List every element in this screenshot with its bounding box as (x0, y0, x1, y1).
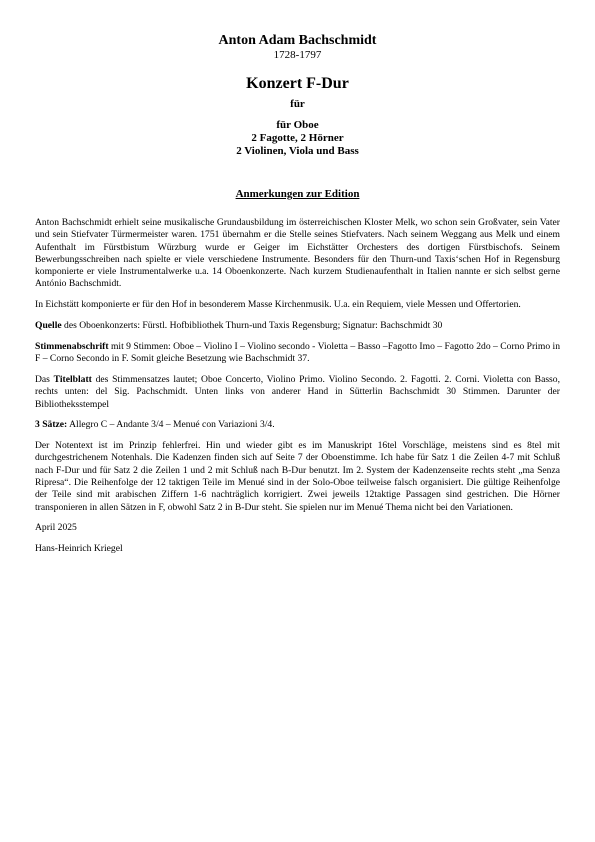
source-text: des Oboenkonzerts: Fürstl. Hofbibliothek Thurn-und Taxis Regensburg; Signatur: Bachschmidt 30 (61, 320, 443, 332)
work-title: Konzert F-Dur (246, 75, 349, 92)
paragraph-parts (35, 341, 560, 366)
paragraph-biography: Anton Bachschmidt erhielt seine musikalische Grundausbildung im österreichischen Kloster Melk, wo schon sein Großvater, sein Vater und sein Stiefvater Türmermeister waren. 1751 übernahm er die Stelle seines Stiefvaters. Nach seinem Weggang aus Melk und einem Aufenthalt im Fürstbistum Würzburg wurde er Geiger im Eichstätter Orchesters des dortigen Fürstbischofs. Seinem Bewerbungsschreiben nach spielte er viele verschiedene Instrumente. Besonders für den Thurn-und Taxis‘schen Hof in Regensburg komponierte er viele Instrumentalwerke u.a. 14 Oboenkonzerte. Nach kurzem Studienaufenthalt in Italien nannte er sich selbst gerne António Bachschmidt. (35, 217, 560, 290)
paragraph-eichstaett: In Eichstätt komponierte er für den Hof in besonderem Masse Kirchenmusik. U.a. ein Requiem, viele Messen und Offertorien. (35, 299, 521, 311)
instrumentation-line: für Oboe (276, 119, 319, 131)
date-line: April 2025 (35, 522, 77, 534)
label-saetze: 3 Sätze: (35, 419, 68, 431)
parts-text: mit 9 Stimmen: Oboe – Violino I – Violino secondo - Violetta – Basso –Fagotto Imo – Fagotto 2do – Corno Primo in F – Corno Secondo in F. Somit gleiche Besetzung wie Bachschmidt 37. (35, 340, 560, 365)
edition-notes (35, 217, 560, 556)
paragraph-notes: Der Notentext ist im Prinzip fehlerfrei. Hin und wieder gibt es im Manuskript 16tel Vorschläge, meistens sind es 8tel mit durchgestrichenem Notenhals. Die Kadenzen finden sich auf Seite 7 der Oboenstimme. Ich habe für Satz 1 die Zeilen 4-7 mit Schluß nach F-Dur und für Satz 2 die Zeilen 1 und 2 mit Schluß nach B-Dur benutzt. Im 2. System der Kadenzenseite rechts steht „ma Senza Ripresa“. Die Reihenfolge der 12 taktigen Teile im Menué sind in der Solo-Oboe teilweise falsch organisiert. Die gültige Reihenfolge der Teile sind mit arabischen Ziffern 1-6 nachträglich korrigiert. Zwei jeweils 12taktige Passagen sind gestrichen. Die Hörner transponieren in allen Sätzen in F, obwohl Satz 2 in B-Dur steht. Sie spielen nur im Menué Thema nicht bei den Variationen. (35, 440, 560, 513)
document-page (35, 30, 560, 564)
instrumentation (35, 119, 560, 158)
instrumentation-line: 2 Fagotte, 2 Hörner (251, 132, 344, 144)
title-page-text: des Stimmensatzes lautet; Oboe Concerto, Violino Primo. Violino Secondo. 2. Fagotti. 2. Corni. Violetta con Basso, rechts unten: del Sig. Pachschmidt. Unten links von anderer Hand in Sütterlin Bachschmidt 30 Stimmen. Darunter der Bibliotheksstempel (35, 373, 560, 410)
composer-dates: 1728-1797 (273, 49, 322, 61)
paragraph-source (35, 320, 560, 332)
section-heading: Anmerkungen zur Edition (235, 188, 360, 200)
label-quelle: Quelle (35, 320, 62, 332)
paragraph-title-page (35, 374, 560, 411)
label-stimmenabschrift: Stimmenabschrift (35, 340, 109, 352)
label-titelblatt: Titelblatt (53, 373, 92, 385)
instrumentation-line: 2 Violinen, Viola und Bass (236, 145, 359, 157)
composer-name: Anton Adam Bachschmidt (218, 33, 377, 48)
paragraph-movements (35, 419, 560, 431)
author-name: Hans-Heinrich Kriegel (35, 543, 123, 555)
movements-text: Allegro C – Andante 3/4 – Menué con Variazioni 3/4. (67, 419, 275, 431)
for-label: für (290, 98, 305, 110)
title-page-pre: Das (35, 373, 54, 385)
